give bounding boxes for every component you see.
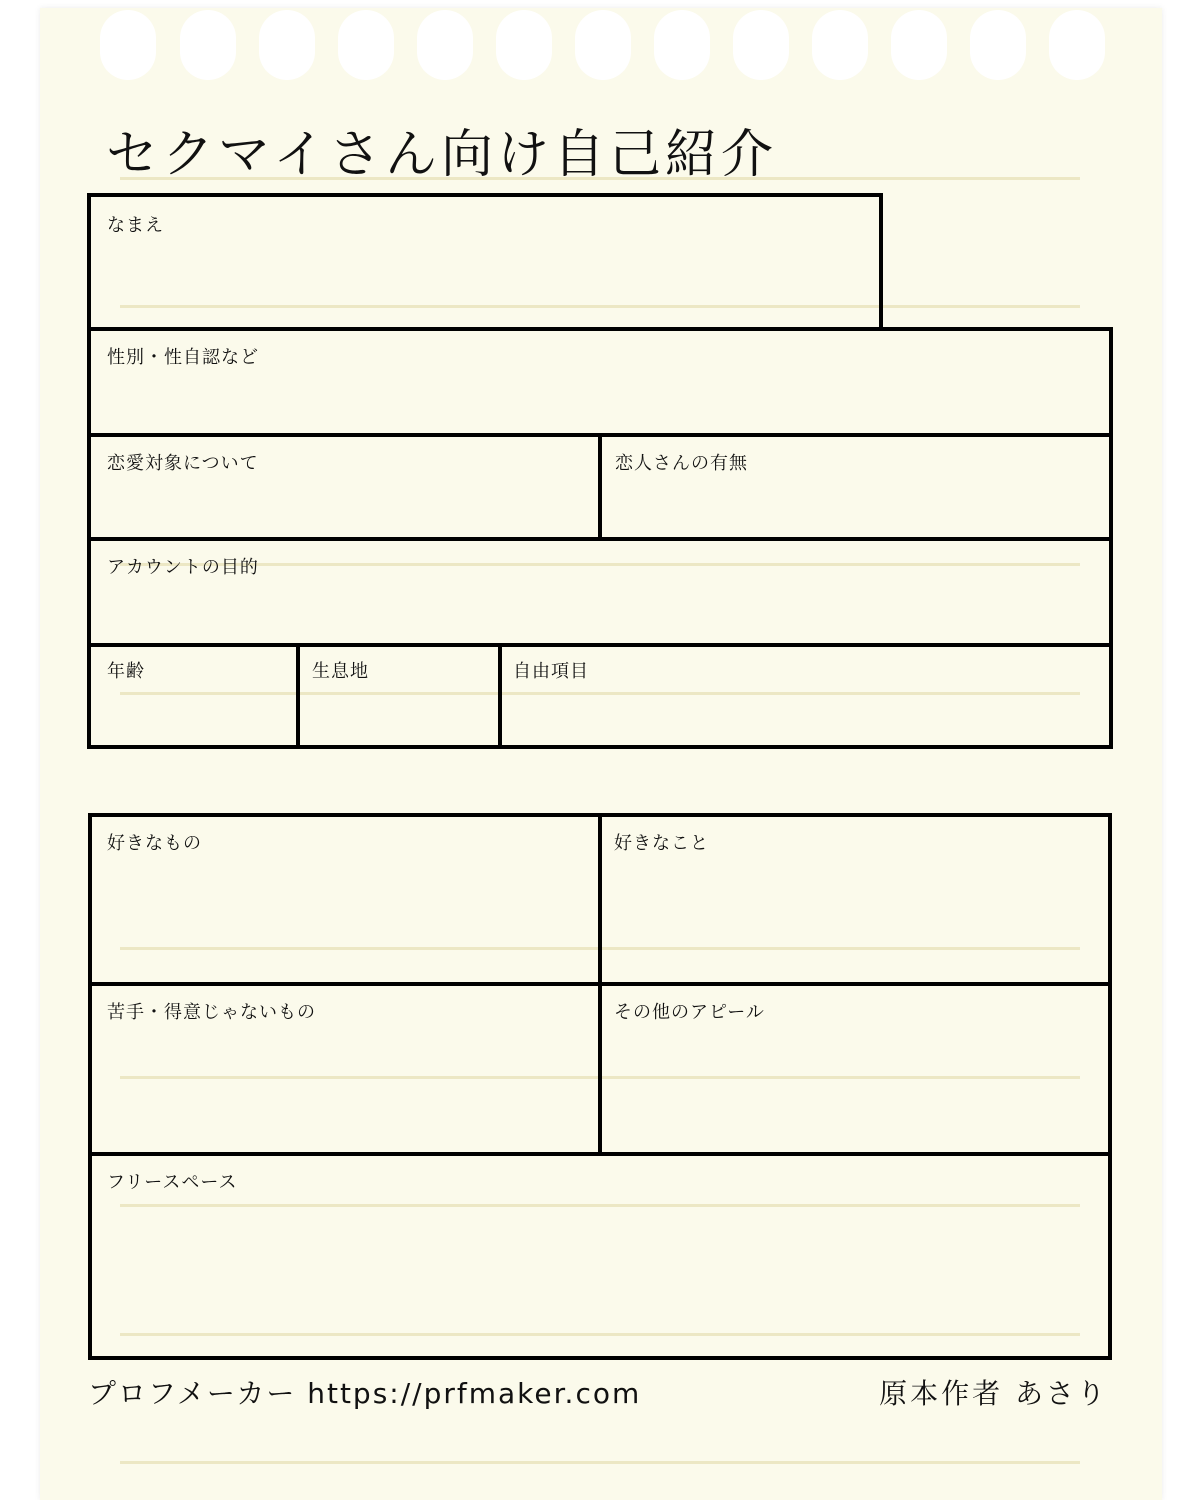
likes-activities-field[interactable] — [598, 813, 1112, 986]
account-purpose-label: アカウントの目的 — [107, 557, 259, 578]
habitat-label: 生息地 — [312, 661, 369, 682]
free-item-label: 自由項目 — [513, 661, 589, 682]
other-appeal-field[interactable] — [598, 982, 1112, 1156]
partner-field[interactable] — [598, 433, 1113, 541]
dislikes-label: 苦手・得意じゃないもの — [107, 1002, 316, 1023]
binder-hole — [259, 10, 315, 80]
page-title: セクマイさん向け自己紹介 — [106, 125, 777, 185]
binder-hole — [180, 10, 236, 80]
romance-target-label: 恋愛対象について — [107, 453, 259, 474]
habitat-field[interactable] — [296, 643, 502, 749]
dislikes-field[interactable] — [88, 982, 602, 1156]
maker-credit: プロフメーカー https://prfmaker.com — [88, 1377, 642, 1410]
likes-activities-label: 好きなこと — [614, 833, 709, 854]
other-appeal-label: その他のアピール — [614, 1002, 765, 1023]
binder-hole — [417, 10, 473, 80]
binder-hole — [970, 10, 1026, 80]
age-field[interactable] — [87, 643, 300, 749]
gender-field[interactable] — [87, 327, 1113, 437]
free-space-label: フリースペース — [107, 1172, 238, 1193]
age-label: 年齢 — [107, 661, 145, 682]
binder-hole — [100, 10, 156, 80]
name-label: なまえ — [107, 215, 164, 236]
romance-target-field[interactable] — [87, 433, 602, 541]
likes-things-label: 好きなもの — [107, 833, 202, 854]
ruled-line — [120, 1461, 1080, 1464]
free-item-field[interactable] — [498, 643, 1113, 749]
binder-hole — [338, 10, 394, 80]
account-purpose-field[interactable] — [87, 537, 1113, 647]
free-space-field[interactable] — [88, 1152, 1112, 1360]
binder-hole — [733, 10, 789, 80]
author-credit: 原本作者 あさり — [879, 1377, 1108, 1410]
binder-hole — [496, 10, 552, 80]
name-field[interactable] — [87, 193, 883, 331]
binder-holes — [0, 0, 1200, 110]
binder-hole — [891, 10, 947, 80]
binder-hole — [1049, 10, 1105, 80]
gender-label: 性別・性自認など — [107, 347, 259, 368]
binder-hole — [654, 10, 710, 80]
partner-label: 恋人さんの有無 — [615, 453, 748, 474]
likes-things-field[interactable] — [88, 813, 602, 986]
binder-hole — [812, 10, 868, 80]
binder-hole — [575, 10, 631, 80]
